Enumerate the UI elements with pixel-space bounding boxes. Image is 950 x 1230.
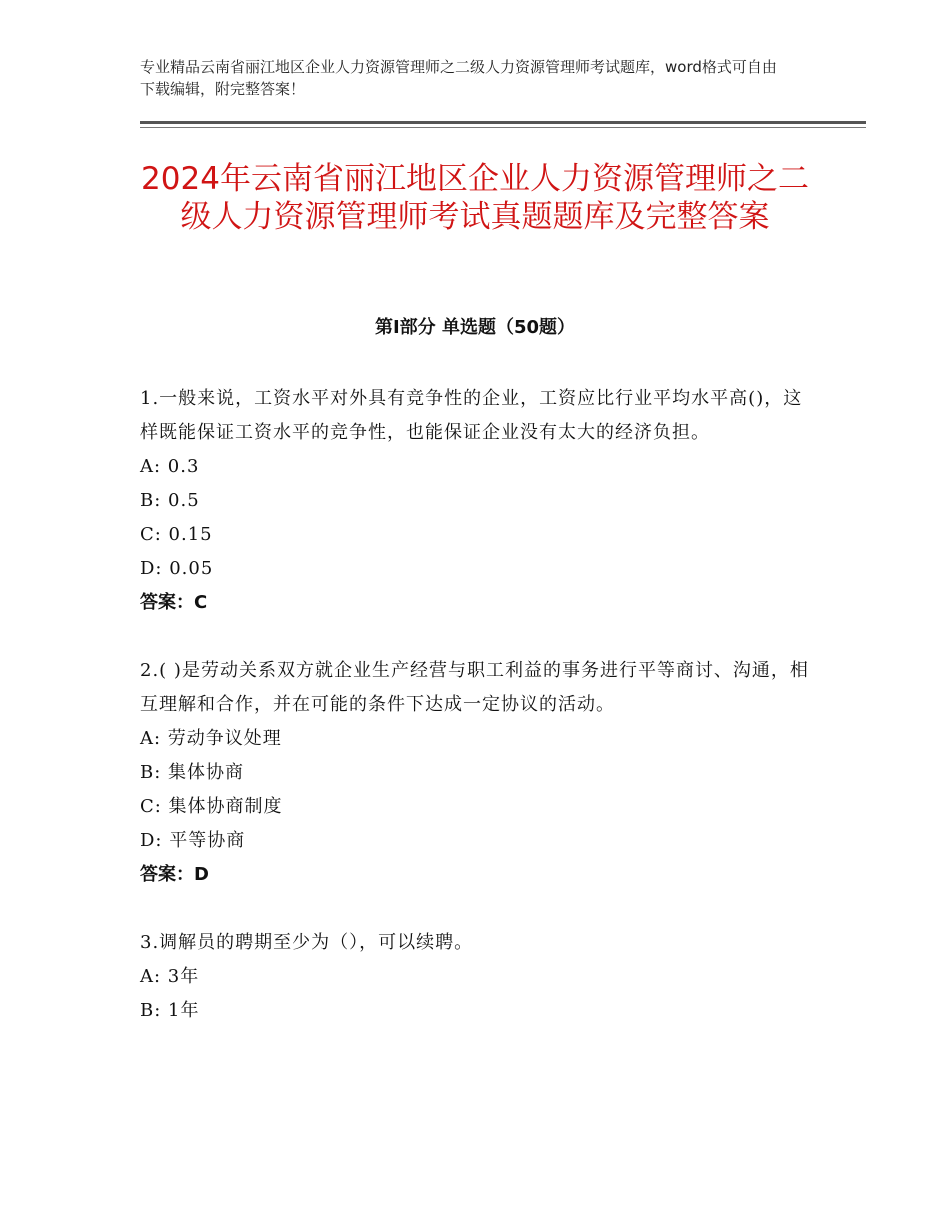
answer: 答案：C bbox=[140, 592, 208, 613]
option-a: A: 3年 bbox=[140, 966, 200, 987]
option-b: B: 集体协商 bbox=[140, 762, 245, 783]
option-a: A: 0.3 bbox=[140, 456, 200, 477]
answer: 答案：D bbox=[140, 864, 209, 885]
section-title: 第Ⅰ部分 单选题（50题） bbox=[374, 317, 575, 338]
question-list bbox=[140, 382, 810, 1062]
option-b: B: 0.5 bbox=[140, 490, 200, 511]
question-text: 1.一般来说，工资水平对外具有竞争性的企业，工资应比行业平均水平高()，这样既能保证工资水平的竞争性，也能保证企业没有太大的经济负担。 bbox=[140, 388, 803, 443]
header-note: 专业精品云南省丽江地区企业人力资源管理师之二级人力资源管理师考试题库，word格式可自由下载编辑，附完整答案！ bbox=[140, 58, 777, 98]
question-1 bbox=[140, 382, 810, 620]
question-text: 3.调解员的聘期至少为（），可以续聘。 bbox=[140, 932, 474, 953]
option-d: D: 平等协商 bbox=[140, 830, 246, 851]
option-a: A: 劳动争议处理 bbox=[140, 728, 282, 749]
question-text: 2.( )是劳动关系双方就企业生产经营与职工利益的事务进行平等商讨、沟通，相互理解和合作，并在可能的条件下达成一定协议的活动。 bbox=[140, 660, 809, 715]
document-title: 2024年云南省丽江地区企业人力资源管理师之二级人力资源管理师考试真题题库及完整答案 bbox=[141, 161, 809, 235]
option-c: C: 集体协商制度 bbox=[140, 796, 283, 817]
option-b: B: 1年 bbox=[140, 1000, 200, 1021]
option-d: D: 0.05 bbox=[140, 558, 214, 579]
question-3 bbox=[140, 926, 810, 1028]
header-rule-thick bbox=[140, 121, 866, 124]
header-rule-thin bbox=[140, 127, 866, 128]
option-c: C: 0.15 bbox=[140, 524, 213, 545]
question-2 bbox=[140, 654, 810, 892]
